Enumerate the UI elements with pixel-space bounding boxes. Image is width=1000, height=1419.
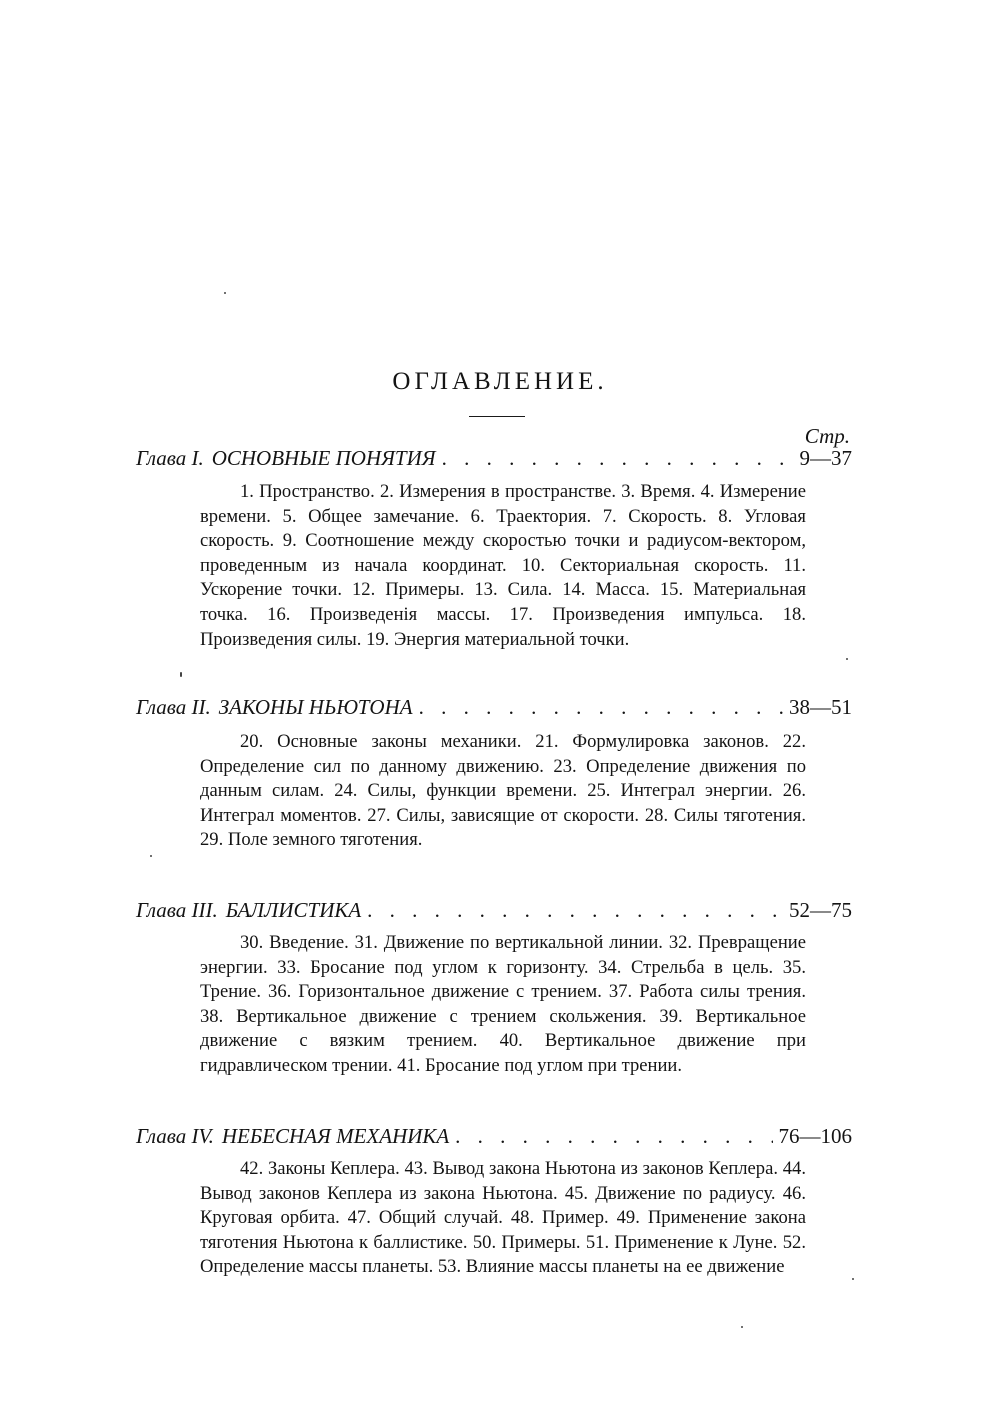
chapter-2-pages: 38—51 [789, 695, 852, 719]
chapter-3-label: Глава III. [136, 898, 218, 922]
chapter-4-title: НЕБЕСНАЯ МЕХАНИКА [221, 1124, 450, 1148]
leader-dots [367, 898, 783, 922]
chapter-3-summary: 30. Введение. 31. Движение по вертикальной линии. 32. Превращение энергии. 33. Бросание под углом к горизонту. 34. Стрельба в цель. 35. Трение. 36. Горизонтальное движение с трением. 37. Работа силы трения. 38. Вертикальное движение с трением скольжения. 39. Вертикальное движение с вязким трением. 40. Вертикальное движение при гидравлическом трении. 41. Бросание под углом при трении. [200, 932, 806, 1076]
chapter-3-pages: 52—75 [789, 898, 852, 922]
leader-dots [419, 695, 783, 719]
chapter-4-label: Глава IV. [136, 1124, 214, 1148]
chapter-1-label: Глава I. [136, 446, 204, 470]
scan-speck [150, 855, 152, 857]
pages-column-label: Стр. [804, 424, 850, 448]
contents-heading: ОГЛАВЛЕНИЕ. [392, 368, 608, 395]
scan-speck [224, 292, 226, 294]
chapter-4-pages: 76—106 [778, 1124, 852, 1148]
chapter-1-title: ОСНОВНЫЕ ПОНЯТИЯ [211, 446, 436, 470]
chapter-1-summary: 1. Пространство. 2. Измерения в пространстве. 3. Время. 4. Измерение времени. 5. Общее замечание. 6. Траектория. 7. Скорость. 8. Угловая скорость. 9. Соотношение между скоростью точки и радиусом-вектором, проведенным из начала координат. 10. Секториальная скорость. 11. Ускорение точки. 12. Примеры. 13. Сила. 14. Масса. 15. Материальная точка. 16. Произведенія массы. 17. Произведения импульса. 18. Произведения силы. 19. Энергия материальной точки. [200, 481, 806, 650]
leader-dots [442, 446, 794, 470]
chapter-3-title: БАЛЛИСТИКА [225, 898, 362, 922]
scan-speck [741, 1326, 743, 1328]
chapter-2-title: ЗАКОНЫ НЬЮТОНА [218, 695, 413, 719]
chapter-4-entry [136, 1124, 852, 1148]
chapter-2-entry [136, 695, 852, 719]
chapter-3-entry [136, 898, 852, 922]
leader-dots [455, 1124, 772, 1148]
chapter-1-entry [136, 446, 852, 470]
scan-speck [180, 672, 182, 677]
heading-rule [469, 416, 525, 417]
chapter-4-summary: 42. Законы Кеплера. 43. Вывод закона Ньютона из законов Кеплера. 44. Вывод законов Кеплера из закона Ньютона. 45. Движение по радиусу. 46. Круговая орбита. 47. Общий случай. 48. Пример. 49. Применение закона тяготения Ньютона к баллистике. 50. Примеры. 51. Применение к Луне. 52. Определение массы планеты. 53. Влияние массы планеты на ее движение [200, 1158, 806, 1278]
chapter-1-pages: 9—37 [799, 446, 852, 470]
chapter-2-summary: 20. Основные законы механики. 21. Формулировка законов. 22. Определение сил по данному движению. 23. Определение движения по данным силам. 24. Силы, функции времени. 25. Интеграл энергии. 26. Интеграл моментов. 27. Силы, зависящие от скорости. 28. Силы тяготения. 29. Поле земного тяготения. [200, 731, 806, 851]
scan-speck [852, 1278, 854, 1280]
chapter-2-label: Глава II. [136, 695, 211, 719]
scan-speck [846, 658, 848, 660]
